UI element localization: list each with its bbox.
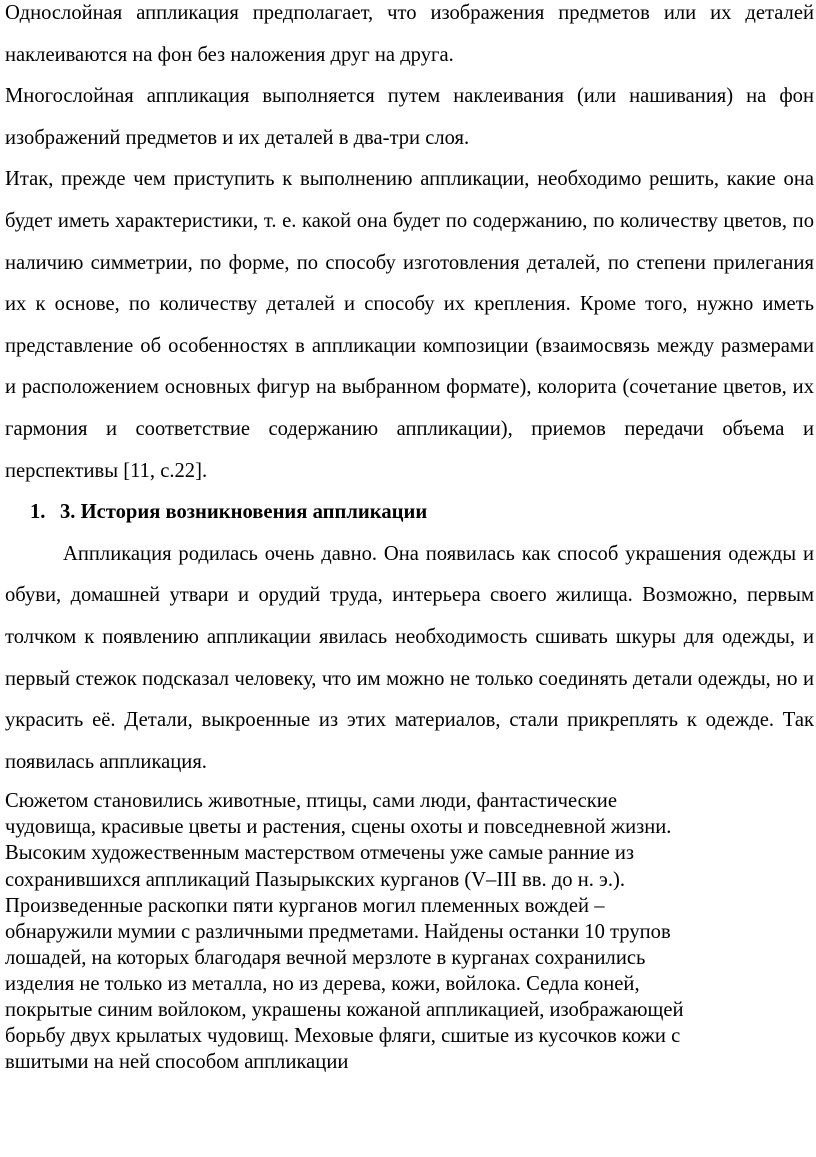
- text-line: Сюжетом становились животные, птицы, сами люди, фантастические: [5, 790, 617, 813]
- text-line: чудовища, красивые цветы и растения, сцены охоты и повседневной жизни.: [5, 816, 672, 839]
- text-line: обнаружили мумии с различными предметами. Найдены останки 10 трупов: [5, 920, 671, 943]
- paragraph-pazyryk: [5, 788, 814, 1075]
- text-line: Произведенные раскопки пяти курганов могил племенных вождей –: [5, 894, 605, 917]
- text-line: сохранившихся аппликаций Пазырыкских курганов (V–III вв. до н. э.).: [5, 868, 626, 891]
- heading-number: 1.: [30, 501, 46, 524]
- paragraph-history: Аппликация родилась очень давно. Она появилась как способ украшения одежды и обуви, домашней утвари и орудий труда, интерьера своего жилища. Возможно, первым толчком к появлению аппликации явилась необходимость сшивать шкуры для одежды, и первый стежок подсказал человеку, что им можно не только соединять детали одежды, но и украсить её. Детали, выкроенные из этих материалов, стали прикреплять к одежде. Так появилась аппликация.: [5, 542, 814, 773]
- text-line: покрытые синим войлоком, украшены кожаной аппликацией, изображающей: [5, 999, 684, 1022]
- text-line: изделия не только из металла, но из дерева, кожи, войлока. Седла коней,: [5, 972, 640, 995]
- text-line: Высоким художественным мастерством отмечены уже самые ранние из: [5, 842, 635, 865]
- paragraph-multi-layer: Многослойная аппликация выполняется путем наклеивания (или нашивания) на фон изображений предметов и их деталей в два-три слоя.: [5, 85, 814, 149]
- paragraph-single-layer: Однослойная аппликация предполагает, что изображения предметов или их деталей наклеиваются на фон без наложения друг на друга.: [5, 2, 814, 66]
- text-line: лошадей, на которых благодаря вечной мерзлоте в курганах сохранились: [5, 946, 646, 969]
- paragraph-characteristics: Итак, прежде чем приступить к выполнению аппликации, необходимо решить, какие она будет иметь характеристики, т. е. какой она будет по содержанию, по количеству цветов, по наличию симметрии, по форме, по способу изготовления деталей, по степени прилегания их к основе, по количеству деталей и способу их крепления. Кроме того, нужно иметь представление об особенностях в аппликации композиции (взаимосвязь между размерами и расположением основных фигур на выбранном формате), колорита (сочетание цветов, их гармония и соответствие содержанию аппликации), приемов передачи объема и перспективы [11, с.22].: [5, 168, 814, 482]
- section-heading: [5, 492, 814, 534]
- text-line: вшитыми на ней способом аппликации: [5, 1051, 349, 1074]
- heading-title: 3. История возникновения аппликации: [60, 501, 428, 524]
- text-line: борьбу двух крылатых чудовищ. Меховые фляги, сшитые из кусочков кожи с: [5, 1025, 681, 1048]
